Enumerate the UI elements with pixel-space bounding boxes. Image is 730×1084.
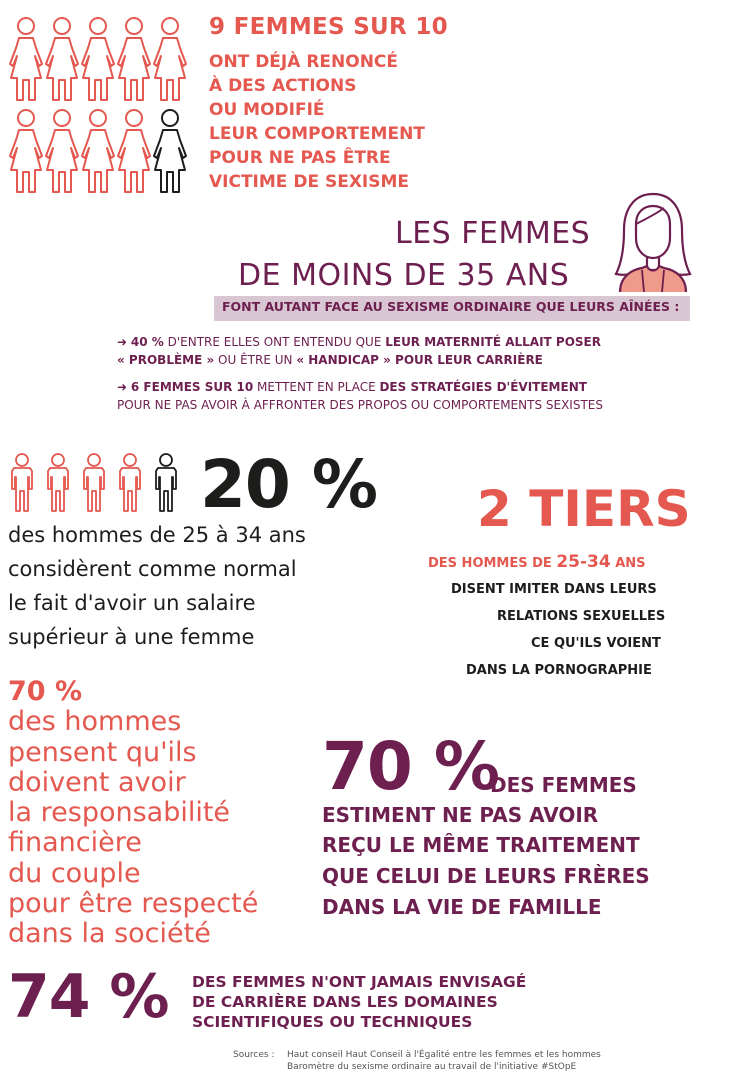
stat1-line: ONT DÉJÀ RENONCÉ: [209, 52, 399, 72]
stat3-line: considèrent comme normal: [8, 557, 297, 581]
stat6-number: 70 %: [322, 728, 499, 805]
stat4-sub-prefix: DES HOMMES DE: [428, 556, 557, 571]
bullet2-mid: METTENT EN PLACE: [253, 380, 380, 394]
men-pictogram-row: [8, 452, 190, 512]
stat6-line: ESTIMENT NE PAS AVOIR: [322, 803, 599, 827]
stat7-line: DES FEMMES N'ONT JAMAIS ENVISAGÉ: [192, 973, 527, 991]
stat4-line: RELATIONS SEXUELLES: [497, 609, 666, 624]
stat3-line: le fait d'avoir un salaire: [8, 591, 256, 615]
stat4-sub-age: 25-34: [556, 552, 611, 572]
woman-icon: [82, 18, 114, 100]
stat1-body: [209, 50, 469, 194]
stat7-line: DE CARRIÈRE DANS LES DOMAINES: [192, 993, 498, 1011]
arrow-icon: ➜: [117, 380, 128, 394]
sources-label: Sources :: [233, 1050, 275, 1060]
stat6-line: DANS LA VIE DE FAMILLE: [322, 895, 602, 919]
stat1-line: OU MODIFIÉ: [209, 100, 325, 120]
woman-icon: [118, 18, 150, 100]
bullet1-line2: [117, 351, 543, 369]
stat6-line0: DES FEMMES: [490, 773, 637, 797]
stat5-first-rest: des hommes: [8, 706, 182, 738]
stat3-number: 20 %: [200, 446, 377, 523]
stat4-subtitle: [428, 552, 646, 572]
man-icon: [84, 454, 104, 511]
young-women-subtitle: FONT AUTANT FACE AU SEXISME ORDINAIRE QUE LEURS AÎNÉES :: [222, 299, 680, 314]
man-icon: [48, 454, 68, 511]
woman-icon: [154, 110, 186, 192]
stat1-line: VICTIME DE SEXISME: [209, 172, 410, 192]
stat5-line: la responsabilité: [8, 797, 231, 829]
stat1-line: À DES ACTIONS: [209, 76, 357, 96]
stat4-sub-suffix: ANS: [610, 556, 646, 571]
stat4-line: DISENT IMITER DANS LEURS: [451, 582, 657, 597]
stat1-headline: 9 FEMMES SUR 10: [209, 14, 448, 40]
women-pictogram-grid: [8, 14, 193, 194]
stat3-line: supérieur à une femme: [8, 625, 255, 649]
stat1-line: POUR NE PAS ÊTRE: [209, 148, 391, 168]
bullet1-line2-end: POUR LEUR CARRIÈRE: [390, 353, 543, 367]
young-women-title-line2: DE MOINS DE 35 ANS: [238, 258, 570, 293]
bullet1-line2-bold1: « PROBLÈME »: [117, 353, 215, 367]
bullet1-line2-bold2: « HANDICAP »: [296, 353, 391, 367]
sources-line2: Baromètre du sexisme ordinaire au travail de l'initiative #StOpE: [287, 1062, 577, 1072]
sources-line1: Haut conseil Haut Conseil à l'Égalité entre les femmes et les hommes: [287, 1050, 601, 1060]
stat4-line: DANS LA PORNOGRAPHIE: [466, 663, 652, 678]
woman-icon: [154, 18, 186, 100]
stat5-line: doivent avoir: [8, 766, 186, 798]
arrow-icon: ➜: [117, 335, 128, 349]
bullet2-line1: [117, 378, 587, 396]
bullet1-line1: [117, 333, 601, 351]
stat3-line: des hommes de 25 à 34 ans: [8, 523, 306, 547]
bullet2-bold2: DES STRATÉGIES D'ÉVITEMENT: [379, 380, 587, 394]
bullet2-line2: POUR NE PAS AVOIR À AFFRONTER DES PROPOS OU COMPORTEMENTS SEXISTES: [117, 398, 603, 412]
woman-icon: [10, 18, 42, 100]
stat5-text: [8, 677, 308, 950]
stat5-line: dans la société: [8, 918, 211, 950]
man-icon: [12, 454, 32, 511]
bullet1-bold: LEUR MATERNITÉ ALLAIT POSER: [385, 335, 601, 349]
woman-icon: [10, 110, 42, 192]
bullet1-line2-mid: OU ÊTRE UN: [214, 353, 297, 367]
stat5-line: du couple: [8, 857, 141, 889]
stat7-line: SCIENTIFIQUES OU TECHNIQUES: [192, 1013, 473, 1031]
stat5-pct: 70 %: [8, 676, 83, 707]
stat6-line: QUE CELUI DE LEURS FRÈRES: [322, 864, 650, 888]
man-icon: [156, 454, 176, 511]
stat3-text: [8, 518, 338, 654]
man-icon: [120, 454, 140, 511]
stat7-number: 74 %: [8, 962, 169, 1032]
young-women-title-line1: LES FEMMES: [395, 216, 591, 251]
stat5-line: financière: [8, 827, 142, 859]
stat5-line: pour être respecté: [8, 888, 259, 920]
woman-icon: [46, 110, 78, 192]
stat1-line: LEUR COMPORTEMENT: [209, 124, 425, 144]
stat6-line: REÇU LE MÊME TRAITEMENT: [322, 833, 640, 857]
stat5-line: pensent qu'ils: [8, 736, 197, 768]
stat4-line: CE QU'ILS VOIENT: [531, 636, 661, 651]
bullet1-pct: 40 %: [130, 335, 164, 349]
woman-icon: [118, 110, 150, 192]
stat5-line-first: [8, 677, 308, 738]
bullet1-mid: D'ENTRE ELLES ONT ENTENDU QUE: [163, 335, 386, 349]
woman-icon: [82, 110, 114, 192]
bullet2-bold1: 6 FEMMES SUR 10: [130, 380, 254, 394]
woman-icon: [46, 18, 78, 100]
young-woman-portrait-icon: [612, 190, 694, 292]
stat4-number: 2 TIERS: [477, 480, 691, 538]
